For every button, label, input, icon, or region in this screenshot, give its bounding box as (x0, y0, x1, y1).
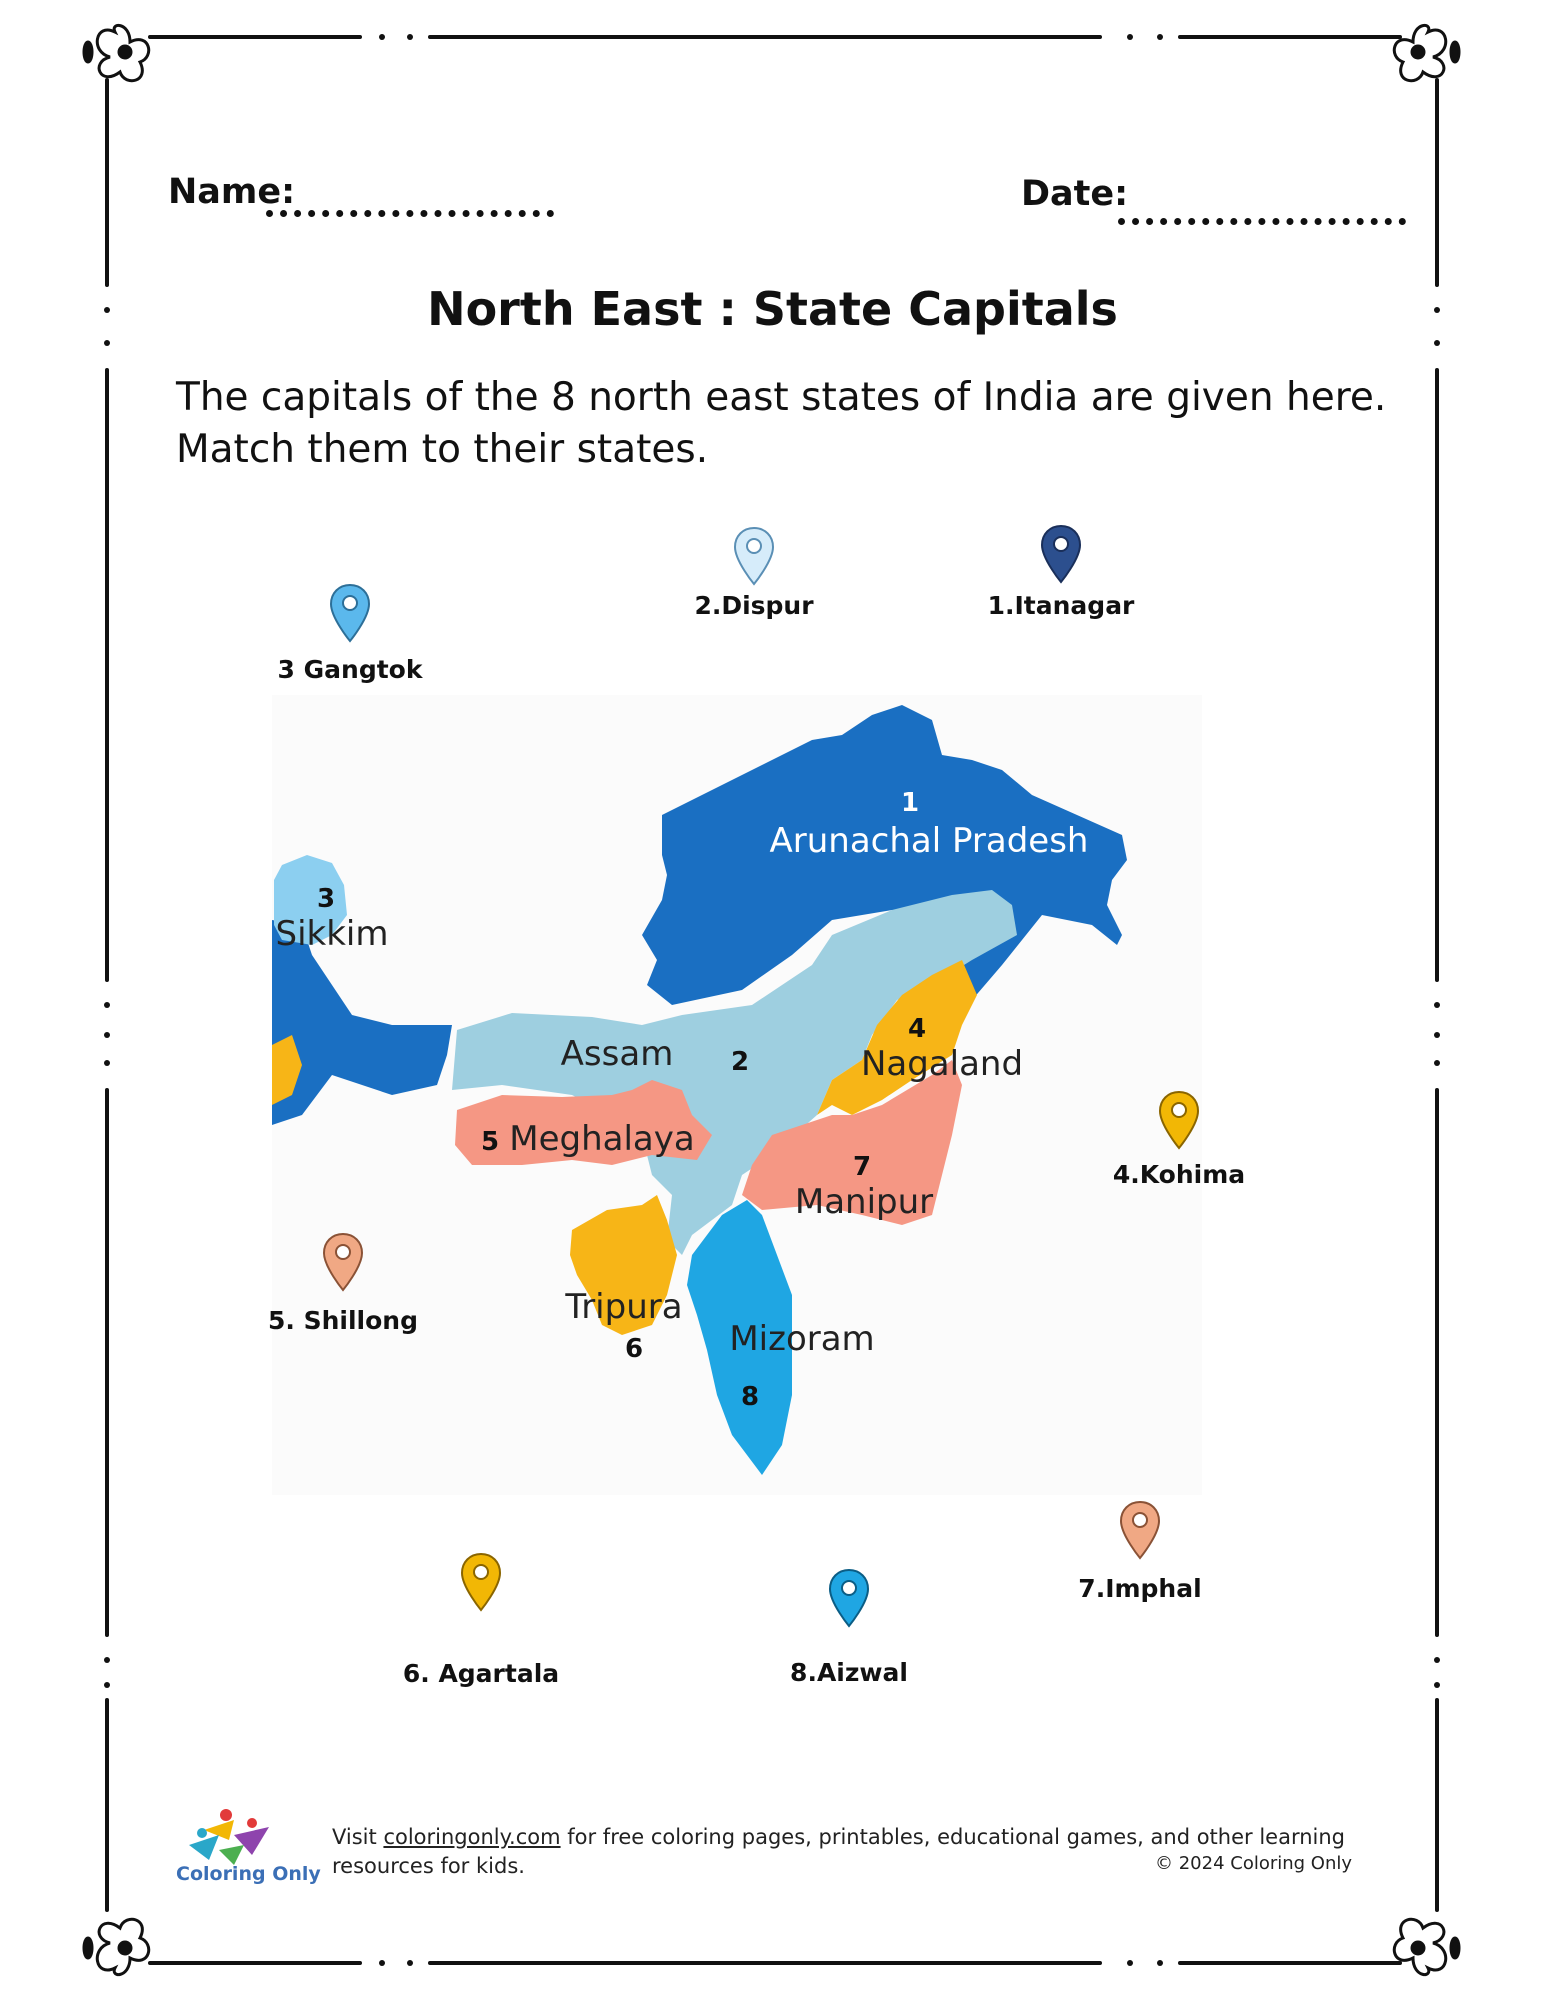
state-label-tripura: Tripura (565, 1287, 683, 1327)
instructions-line-2: Match them to their states. (176, 427, 709, 472)
state-number-4: 4 (907, 1014, 927, 1044)
map-pin-icon (733, 526, 775, 588)
map-pin-icon (460, 1552, 502, 1614)
map-pin-icon (1158, 1090, 1200, 1152)
map-pin-icon (1040, 524, 1082, 586)
state-label-assam: Assam (560, 1034, 674, 1074)
pin-shillong[interactable] (223, 1232, 463, 1335)
state-number-3: 3 (316, 884, 336, 914)
state-number-7: 7 (852, 1152, 872, 1182)
pin-label: 3 Gangtok (277, 655, 423, 684)
copyright: © 2024 Coloring Only (1155, 1853, 1353, 1874)
page-title: North East : State Capitals (427, 282, 1118, 336)
state-label-nagaland: Nagaland (860, 1044, 1024, 1084)
pin-gangtok[interactable] (230, 583, 470, 684)
date-label: Date: (1021, 174, 1129, 214)
pin-dispur[interactable] (634, 526, 874, 620)
state-label-arunachal-pradesh: Arunachal Pradesh (769, 821, 1089, 861)
map-pin-icon (329, 583, 371, 645)
map-pin-icon (322, 1232, 364, 1294)
pin-agartala[interactable] (361, 1552, 601, 1688)
pin-label: 8.Aizwal (790, 1658, 908, 1687)
state-number-2: 2 (730, 1047, 750, 1077)
pin-kohima[interactable] (1059, 1090, 1299, 1189)
state-label-manipur: Manipur (794, 1182, 934, 1222)
pin-imphal[interactable] (1020, 1500, 1260, 1603)
pin-label: 5. Shillong (268, 1306, 418, 1335)
state-number-6: 6 (624, 1334, 644, 1364)
logo-text: Coloring Only (176, 1863, 321, 1885)
name-label: Name: (168, 172, 296, 212)
name-field[interactable] (266, 210, 554, 217)
state-label-sikkim: Sikkim (275, 914, 389, 954)
footer-rest: for free coloring pages, printables, educational games, and other learning resources for kids. (332, 1825, 1345, 1878)
pin-label: 6. Agartala (402, 1659, 560, 1688)
pin-itanagar[interactable] (941, 524, 1181, 620)
date-field[interactable] (1118, 218, 1406, 225)
footer-link[interactable]: coloringonly.com (383, 1825, 561, 1849)
pin-label: 4.Kohima (1112, 1160, 1246, 1189)
pin-aizwal[interactable] (729, 1568, 969, 1687)
map-pin-icon (1119, 1500, 1161, 1562)
state-label-mizoram: Mizoram (729, 1319, 875, 1359)
state-label-meghalaya: Meghalaya (509, 1119, 695, 1159)
pin-label: 1.Itanagar (987, 591, 1135, 620)
state-number-1: 1 (900, 788, 920, 818)
instructions (176, 372, 1426, 476)
instructions-line-1: The capitals of the 8 north east states of India are given here. (176, 375, 1387, 420)
footer-visit: Visit (332, 1825, 384, 1849)
state-number-5: 5 (480, 1127, 500, 1157)
pin-label: 2.Dispur (694, 591, 814, 620)
state-number-8: 8 (740, 1382, 760, 1412)
map-pin-icon (828, 1568, 870, 1630)
pin-label: 7.Imphal (1078, 1574, 1202, 1603)
